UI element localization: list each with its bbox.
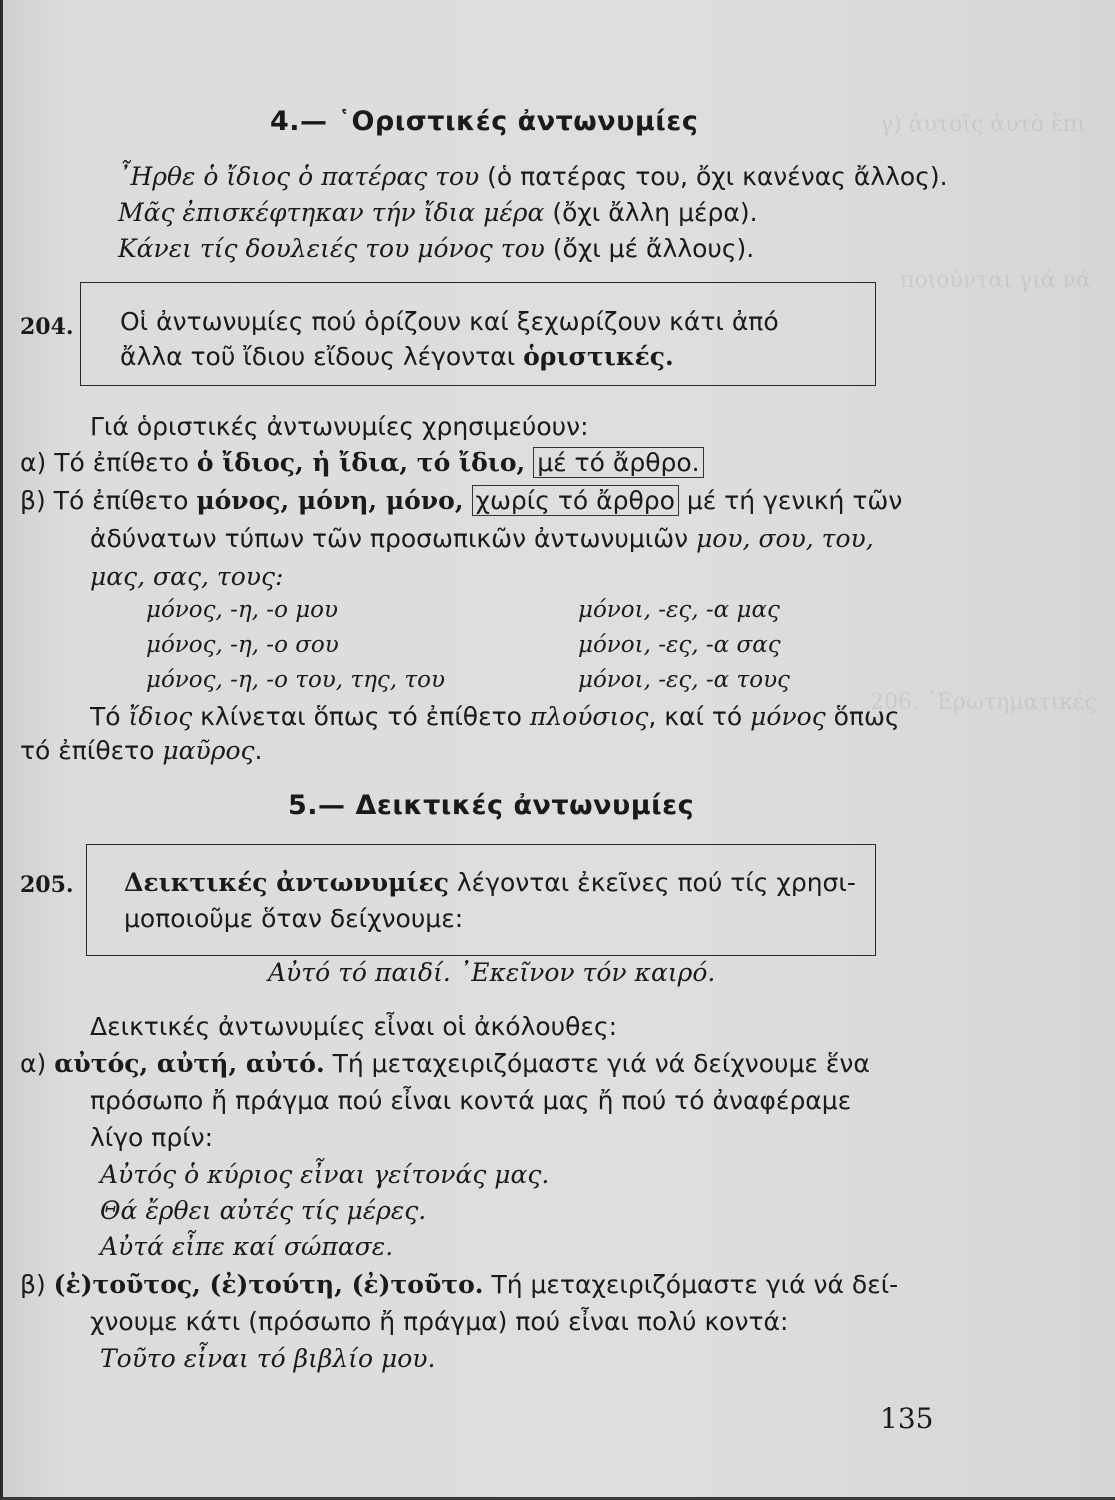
- usage-item-b-line-3: μας, σας, τους:: [90, 562, 284, 591]
- declension-left: μόνος, -η, -ο μου: [146, 597, 339, 623]
- section-4-heading: 4.— ῾Οριστικές ἀντωνυμίες: [270, 106, 699, 137]
- declension-left: μόνος, -η, -ο σου: [146, 632, 339, 658]
- boxed-phrase: χωρίς τό ἄρθρο: [472, 485, 679, 516]
- rule-number: 204.: [20, 314, 74, 340]
- demo-example: Τοῦτο εἶναι τό βιβλίο μου.: [100, 1344, 436, 1373]
- declension-right: μόνοι, -ες, -α τους: [578, 667, 790, 693]
- bleed-through-text: 206. ᾿Ερωτηματικές: [870, 690, 1097, 715]
- bleed-through-text: ποιούνται γιά νά: [900, 268, 1091, 293]
- example-line: ῏Ηρθε ὁ ἴδιος ὁ πατέρας του (ὁ πατέρας του, ὄχι κανένας ἄλλος).: [118, 162, 948, 191]
- rule-204-line-2: ἄλλα τοῦ ἴδιου εἴδους λέγονται ὁριστικές.: [120, 342, 674, 371]
- rule-204-line-1: Οἱ ἀντωνυμίες πού ὁρίζουν καί ξεχωρίζουν κάτι ἀπό: [120, 307, 779, 336]
- demo-item-b-line-2: χνουμε κάτι (πρόσωπο ἤ πράγμα) πού εἶναι πολύ κοντά:: [90, 1307, 789, 1336]
- declension-note: Τό ἴδιος κλίνεται ὅπως τό ἐπίθετο πλούσιος, καί τό μόνος ὅπως: [90, 702, 900, 731]
- demo-example: Θά ἔρθει αὐτές τίς μέρες.: [100, 1196, 427, 1225]
- bleed-through-text: γ) ἀυτοῖς ἀυτὸ ἔπι: [880, 112, 1086, 137]
- usage-intro: Γιά ὁριστικές ἀντωνυμίες χρησιμεύουν:: [90, 412, 589, 441]
- section-5-heading: 5.— Δεικτικές ἀντωνυμίες: [288, 790, 695, 821]
- declension-note-line-2: τό ἐπίθετο μαῦρος.: [20, 736, 263, 765]
- usage-item-a: α) Τό ἐπίθετο ὁ ἴδιος, ἡ ἴδια, τό ἴδιο, μέ τό ἄρθρο.: [20, 446, 704, 480]
- demo-item-a-line-3: λίγο πρίν:: [90, 1123, 214, 1152]
- usage-item-b: β) Τό ἐπίθετο μόνος, μόνη, μόνο, χωρίς τό ἄρθρο μέ τή γενική τῶν: [20, 486, 903, 515]
- example-line: Κάνει τίς δουλειές του μόνος του (ὄχι μέ ἄλλους).: [118, 234, 755, 263]
- declension-right: μόνοι, -ες, -α μας: [578, 597, 780, 623]
- rule-205-line-2: μοποιοῦμε ὅταν δείχνουμε:: [124, 904, 464, 933]
- demo-item-a: α) αὐτός, αὐτή, αὐτό. Τή μεταχειριζόμαστε γιά νά δείχνουμε ἕνα: [20, 1049, 870, 1078]
- declension-right: μόνοι, -ες, -α σας: [578, 632, 781, 658]
- usage-item-b-line-2: ἀδύνατων τύπων τῶν προσωπικῶν ἀντωνυμιῶν μου, σου, του,: [90, 524, 874, 553]
- rule-number: 205.: [20, 872, 74, 898]
- rule-205-line-1: Δεικτικές ἀντωνυμίες λέγονται ἐκεῖνες πού τίς χρησι-: [124, 868, 856, 897]
- example-line: Μᾶς ἐπισκέφτηκαν τήν ἴδια μέρα (ὄχι ἄλλη μέρα).: [118, 198, 758, 227]
- demo-example: Αὐτός ὁ κύριος εἶναι γείτονάς μας.: [100, 1160, 550, 1189]
- rule-205-example: Αὐτό τό παιδί. ᾿Εκεῖνον τόν καιρό.: [268, 958, 716, 987]
- page-number: 135: [880, 1402, 934, 1435]
- demo-example: Αὐτά εἶπε καί σώπασε.: [100, 1232, 394, 1261]
- demo-intro: Δεικτικές ἀντωνυμίες εἶναι οἱ ἀκόλουθες:: [90, 1012, 618, 1041]
- demo-item-a-line-2: πρόσωπο ἤ πράγμα πού εἶναι κοντά μας ἤ πού τό ἀναφέραμε: [90, 1086, 852, 1115]
- demo-item-b: β) (ἐ)τοῦτος, (ἐ)τούτη, (ἐ)τοῦτο. Τή μεταχειριζόμαστε γιά νά δεί-: [20, 1270, 899, 1299]
- declension-left: μόνος, -η, -ο του, της, του: [146, 667, 445, 693]
- boxed-phrase: μέ τό ἄρθρο.: [533, 447, 703, 478]
